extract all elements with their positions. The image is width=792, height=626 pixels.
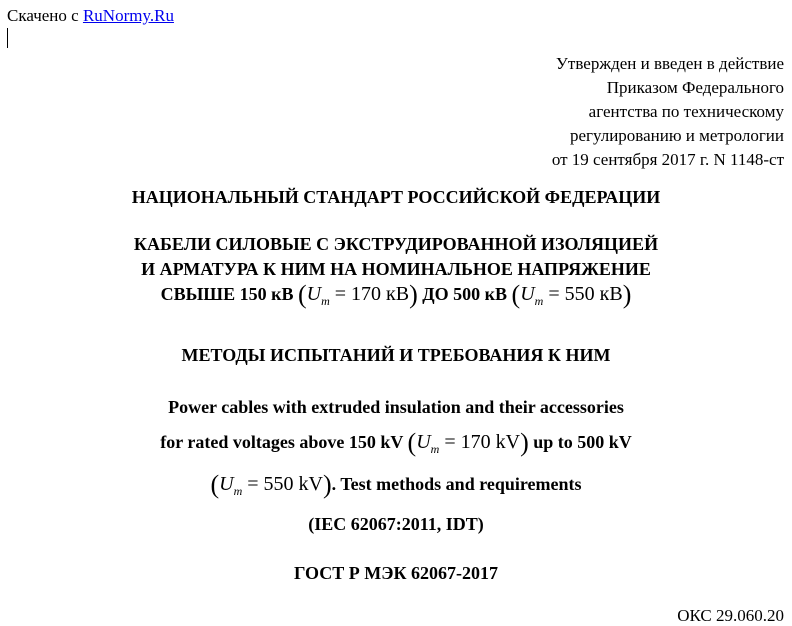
title-ru-line-3 [0,282,792,314]
approval-block [552,52,784,172]
source-link[interactable]: RuNormy.Ru [82,6,174,25]
title-en-line-2-b: up to 500 kV [533,432,632,452]
formula-um-170-ru: ($U_m = 170$ кВ) [297,280,418,309]
title-ru-line-3-a: СВЫШЕ 150 кВ [160,284,294,304]
title-en [0,390,792,509]
methods-heading: МЕТОДЫ ИСПЫТАНИЙ И ТРЕБОВАНИЯ К НИМ [181,345,611,365]
title-ru [0,232,792,314]
title-en-line-3-b: . Test methods and requirements [331,474,582,494]
national-standard-heading: НАЦИОНАЛЬНЫЙ СТАНДАРТ РОССИЙСКОЙ ФЕДЕРАЦИИ [131,187,661,207]
title-en-line-3 [0,467,792,509]
formula-um-550-ru: ($U_m = 550$ кВ) [511,280,632,309]
approval-line-3: агентства по техническому [588,102,784,121]
approval-line-5: от 19 сентября 2017 г. N 1148-ст [551,150,784,169]
title-en-line-2 [0,425,792,467]
title-ru-line-3-b: ДО 500 кВ [422,284,508,304]
approval-line-1: Утвержден и введен в действие [555,54,784,73]
approval-line-4: регулированию и метрологии [569,126,784,145]
title-en-line-1: Power cables with extruded insulation and their accessories [168,397,624,417]
text-cursor [7,28,8,48]
title-en-line-2-a: for rated voltages above 150 kV [160,432,404,452]
iec-reference: (IEC 62067:2011, IDT) [308,514,484,534]
title-ru-line-1: КАБЕЛИ СИЛОВЫЕ С ЭКСТРУДИРОВАННОЙ ИЗОЛЯЦИЕЙ [133,234,659,254]
source-line [7,6,174,26]
title-ru-line-2: И АРМАТУРА К НИМ НА НОМИНАЛЬНОЕ НАПРЯЖЕНИЕ [141,259,651,279]
formula-um-170-en: ($U_m = 170$ kV) [407,428,529,457]
formula-um-550-en: ($U_m = 550$ kV) [210,470,332,499]
source-prefix: Скачено с [7,6,83,25]
approval-line-2: Приказом Федерального [606,78,784,97]
oks-code: ОКС 29.060.20 [677,606,784,625]
gost-number: ГОСТ Р МЭК 62067-2017 [294,563,498,583]
